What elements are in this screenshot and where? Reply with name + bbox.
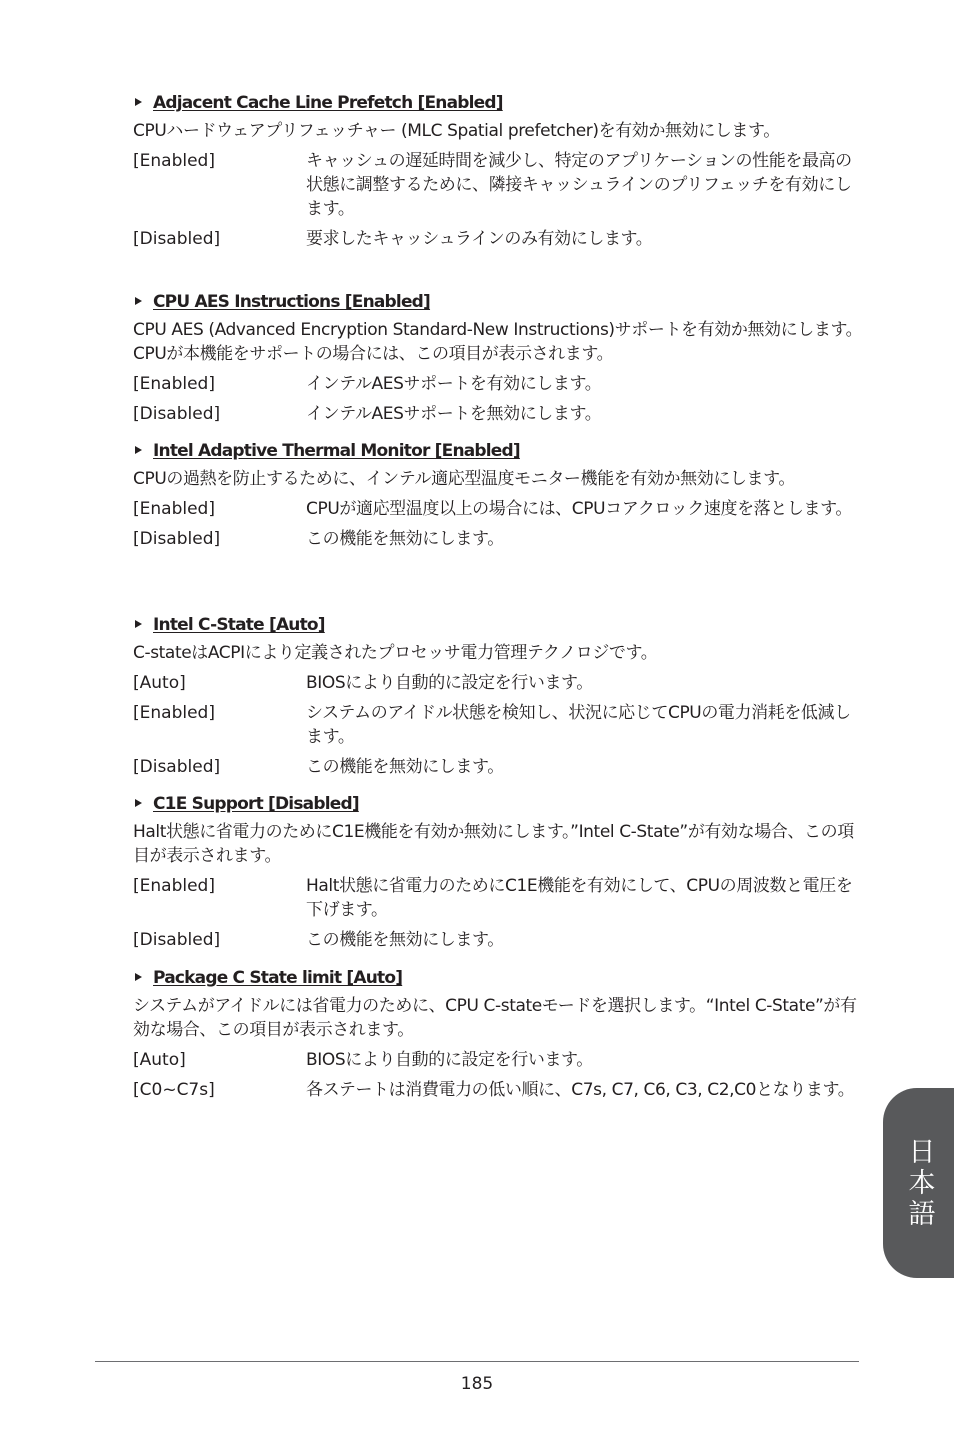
option-value: システムのアイドル状態を検知し、状況に応じてCPUの電力消耗を低減します。 — [306, 703, 851, 747]
section-title: Adjacent Cache Line Prefetch [Enabled] — [153, 93, 503, 113]
section-heading — [133, 439, 863, 463]
option-row — [133, 928, 863, 952]
section-title: Intel C-State [Auto] — [153, 615, 325, 635]
section-title: Intel Adaptive Thermal Monitor [Enabled] — [153, 441, 520, 461]
option-key: [Enabled] — [133, 151, 215, 171]
section-intel-adaptive-thermal-monitor — [133, 439, 863, 551]
option-key: [Enabled] — [133, 374, 215, 394]
option-row — [133, 227, 863, 251]
option-key: [Disabled] — [133, 404, 221, 424]
option-row — [133, 149, 863, 221]
option-value: インテルAESサポートを無効にします。 — [306, 404, 602, 424]
option-key: [Enabled] — [133, 499, 215, 519]
section-heading — [133, 613, 863, 637]
option-row — [133, 527, 863, 551]
triangle-bullet-icon — [135, 98, 142, 106]
triangle-bullet-icon — [135, 799, 142, 807]
language-tab-label: 日本語 — [903, 1136, 935, 1230]
option-row — [133, 1078, 863, 1102]
option-key: [Disabled] — [133, 757, 221, 777]
section-adjacent-cache-line-prefetch — [133, 91, 863, 251]
triangle-bullet-icon — [135, 297, 142, 305]
section-heading — [133, 966, 863, 990]
option-key: [Auto] — [133, 673, 186, 693]
option-value: 各ステートは消費電力の低い順に、C7s, C7, C6, C3, C2,C0となります。 — [306, 1080, 855, 1100]
option-value: この機能を無効にします。 — [306, 757, 504, 777]
option-value: BIOSにより自動的に設定を行います。 — [306, 673, 593, 693]
section-title: C1E Support [Disabled] — [153, 794, 359, 814]
triangle-bullet-icon — [135, 973, 142, 981]
option-key: [Enabled] — [133, 876, 215, 896]
option-row — [133, 755, 863, 779]
option-row — [133, 874, 863, 922]
section-heading — [133, 91, 863, 115]
section-description: CPUの過熱を防止するために、インテル適応型温度モニター機能を有効か無効にします。 — [133, 469, 795, 489]
section-cpu-aes-instructions — [133, 290, 863, 426]
section-description: CPU AES (Advanced Encryption Standard-New Instructions)サポートを有効か無効にします。CPUが本機能をサポートの場合には、この項目が表示されます。 — [133, 320, 863, 364]
section-title: CPU AES Instructions [Enabled] — [153, 292, 431, 312]
section-description: CPUハードウェアプリフェッチャー (MLC Spatial prefetcher)を有効か無効にします。 — [133, 121, 780, 141]
option-value: キャッシュの遅延時間を減少し、特定のアプリケーションの性能を最高の状態に調整するために、隣接キャッシュラインのプリフェッチを有効にします。 — [306, 151, 852, 219]
option-key: [Disabled] — [133, 229, 221, 249]
section-description: C-stateはACPIにより定義されたプロセッサ電力管理テクノロジです。 — [133, 643, 658, 663]
option-value: CPUが適応型温度以上の場合には、CPUコアクロック速度を落とします。 — [306, 499, 852, 519]
section-c1e-support — [133, 792, 863, 952]
language-tab — [883, 1088, 954, 1278]
section-title: Package C State limit [Auto] — [153, 968, 403, 988]
option-row — [133, 402, 863, 426]
page-number: 185 — [460, 1374, 494, 1394]
section-description: システムがアイドルには省電力のために、CPU C-stateモードを選択します。“Intel C-State”が有効な場合、この項目が表示されます。 — [133, 996, 857, 1040]
triangle-bullet-icon — [135, 446, 142, 454]
section-heading — [133, 290, 863, 314]
option-key: [Auto] — [133, 1050, 186, 1070]
option-key: [Disabled] — [133, 930, 221, 950]
option-row — [133, 497, 863, 521]
option-value: 要求したキャッシュラインのみ有効にします。 — [306, 229, 653, 249]
option-row — [133, 372, 863, 396]
option-value: BIOSにより自動的に設定を行います。 — [306, 1050, 593, 1070]
section-intel-c-state — [133, 613, 863, 779]
option-value: Halt状態に省電力のためにC1E機能を有効にして、CPUの周波数と電圧を下げます。 — [306, 876, 853, 920]
option-value: インテルAESサポートを有効にします。 — [306, 374, 602, 394]
option-row — [133, 671, 863, 695]
footer-divider — [95, 1361, 859, 1362]
section-package-c-state-limit — [133, 966, 863, 1102]
option-key: [Enabled] — [133, 703, 215, 723]
triangle-bullet-icon — [135, 620, 142, 628]
option-key: [C0~C7s] — [133, 1080, 215, 1100]
option-row — [133, 701, 863, 749]
option-key: [Disabled] — [133, 529, 221, 549]
option-value: この機能を無効にします。 — [306, 529, 504, 549]
section-heading — [133, 792, 863, 816]
option-value: この機能を無効にします。 — [306, 930, 504, 950]
section-description: Halt状態に省電力のためにC1E機能を有効か無効にします。”Intel C-State”が有効な場合、この項目が表示されます。 — [133, 822, 854, 866]
option-row — [133, 1048, 863, 1072]
